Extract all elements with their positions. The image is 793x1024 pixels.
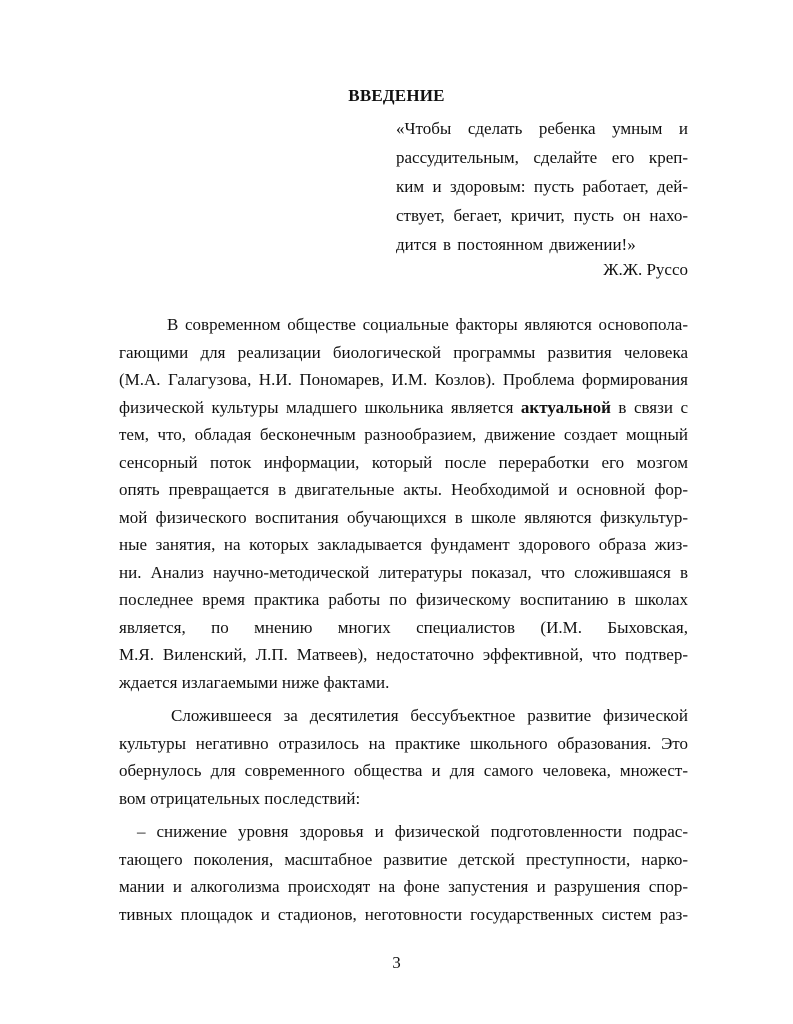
- paragraph-line: тем, что, обладая бесконечным разнообразием, движение создает мощный: [119, 425, 688, 444]
- paragraph-line: (М.А. Галагузова, Н.И. Пономарев, И.М. Козлов). Проблема формирования: [119, 370, 688, 389]
- paragraph-line: вом отрицательных последствий:: [119, 788, 361, 808]
- paragraph-line: М.Я. Виленский, Л.П. Матвеев), недостаточно эффективной, что подтвер-: [119, 645, 688, 664]
- paragraph-line: Сложившееся за десятилетия бессубъектное развитие физической: [171, 706, 688, 725]
- paragraph-line: опять превращается в двигательные акты. Необходимой и основной фор-: [119, 480, 688, 499]
- paragraph-line: культуры негативно отразилось на практике школьного образования. Это: [119, 733, 688, 753]
- paragraph-line: мой физического воспитания обучающихся в школе являются физкультур-: [119, 507, 688, 527]
- list-item-line: тающего поколения, масштабное развитие детской преступности, нарко-: [119, 849, 688, 869]
- list-item-line: тивных площадок и стадионов, неготовности государственных систем раз-: [119, 904, 688, 924]
- list-item-line: мании и алкоголизма происходят на фоне запустения и разрушения спор-: [119, 877, 688, 896]
- paragraph-line: сенсорный поток информации, который после переработки его мозгом: [119, 452, 688, 472]
- section-heading: ВВЕДЕНИЕ: [348, 86, 445, 105]
- paragraph-line: В современном обществе социальные факторы являются основопола-: [167, 315, 688, 334]
- paragraph-text: физической культуры младшего школьника является: [119, 397, 521, 417]
- paragraph-line: ждается излагаемыми ниже фактами.: [119, 672, 390, 692]
- paragraph-line-emphasis: [119, 394, 688, 422]
- epigraph-quote: [396, 114, 688, 259]
- epigraph-line: «Чтобы сделать ребенка умным и: [396, 119, 688, 138]
- epigraph-line: ким и здоровым: пусть работает, дей-: [396, 177, 688, 196]
- epigraph-line: рассудительным, сделайте его креп-: [396, 148, 688, 167]
- paragraph-line: гающими для реализации биологической программы развития человека: [119, 342, 688, 362]
- epigraph-line: дится в постоянном движении!»: [396, 235, 636, 254]
- page-number: 3: [392, 953, 401, 972]
- list-item-line: – снижение уровня здоровья и физической подготовленности подрас-: [137, 822, 688, 841]
- paragraph-line: является, по мнению многих специалистов (И.М. Быховская,: [119, 617, 688, 637]
- epigraph-author: Ж.Ж. Руссо: [603, 260, 688, 279]
- paragraph-line: ные занятия, на которых закладывается фундамент здорового образа жиз-: [119, 535, 688, 554]
- body-text: [119, 311, 688, 928]
- emphasis-word: актуальной: [520, 397, 611, 417]
- epigraph-line: ствует, бегает, кричит, пусть он нахо-: [396, 206, 688, 225]
- paragraph-text: в связи с: [610, 397, 688, 417]
- paragraph-line: последнее время практика работы по физическому воспитанию в школах: [119, 590, 688, 609]
- paragraph-line: ни. Анализ научно-методической литературы показал, что сложившаяся в: [119, 562, 688, 582]
- paragraph-line: обернулось для современного общества и для самого человека, множест-: [119, 761, 688, 780]
